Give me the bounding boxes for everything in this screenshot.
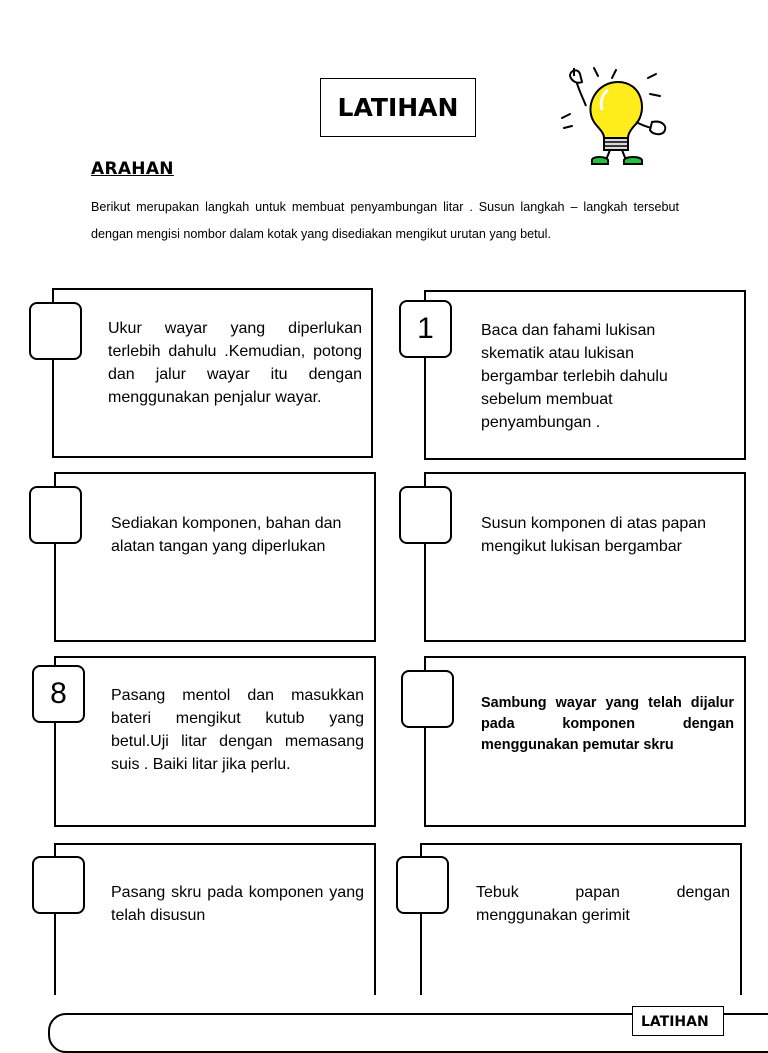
page-title-text: LATIHAN (337, 93, 459, 122)
step-number-2: 1 (417, 312, 434, 345)
step-text-5: Pasang mentol dan masukkan bateri mengikut kutub yang betul.Uji litar dengan memasang suis . Baiki litar jika perlu. (111, 687, 364, 773)
step-number-box-4[interactable] (399, 486, 452, 544)
step-number-5: 8 (50, 677, 67, 710)
step-text-3: Sediakan komponen, bahan dan alatan tangan yang diperlukan (111, 515, 342, 555)
step-text-8: Tebuk papan dengan menggunakan gerimit (476, 884, 730, 924)
step-text-4: Susun komponen di atas papan mengikut lukisan bergambar (481, 515, 707, 555)
step-text-6: Sambung wayar yang telah dijalur pada komponen dengan menggunakan pemutar skru (481, 695, 734, 753)
step-text-7: Pasang skru pada komponen yang telah disusun (111, 884, 364, 924)
instructions-heading: ARAHAN (91, 159, 174, 179)
instructions-text: Berikut merupakan langkah untuk membuat penyambungan litar . Susun langkah – langkah tersebut dengan mengisi nombor dalam kotak yang disediakan mengikut urutan yang betul. (91, 200, 679, 241)
next-section-title: LATIHAN (632, 1006, 724, 1036)
step-text-2: Baca dan fahami lukisan skematik atau lukisan bergambar terlebih dahulu sebelum membuat penyambungan . (481, 322, 668, 431)
step-number-box-2[interactable] (399, 300, 452, 358)
step-number-box-3[interactable] (29, 486, 82, 544)
step-text-1: Ukur wayar yang diperlukan terlebih dahulu .Kemudian, potong dan jalur wayar itu dengan menggunakan penjalur wayar. (108, 320, 362, 406)
step-number-box-8[interactable] (396, 856, 449, 914)
step-number-box-7[interactable] (32, 856, 85, 914)
step-number-box-5[interactable] (32, 665, 85, 723)
step-number-box-1[interactable] (29, 302, 82, 360)
page-title (320, 78, 476, 137)
step-number-box-6[interactable] (401, 670, 454, 728)
lightbulb-mascot-icon (556, 66, 670, 168)
